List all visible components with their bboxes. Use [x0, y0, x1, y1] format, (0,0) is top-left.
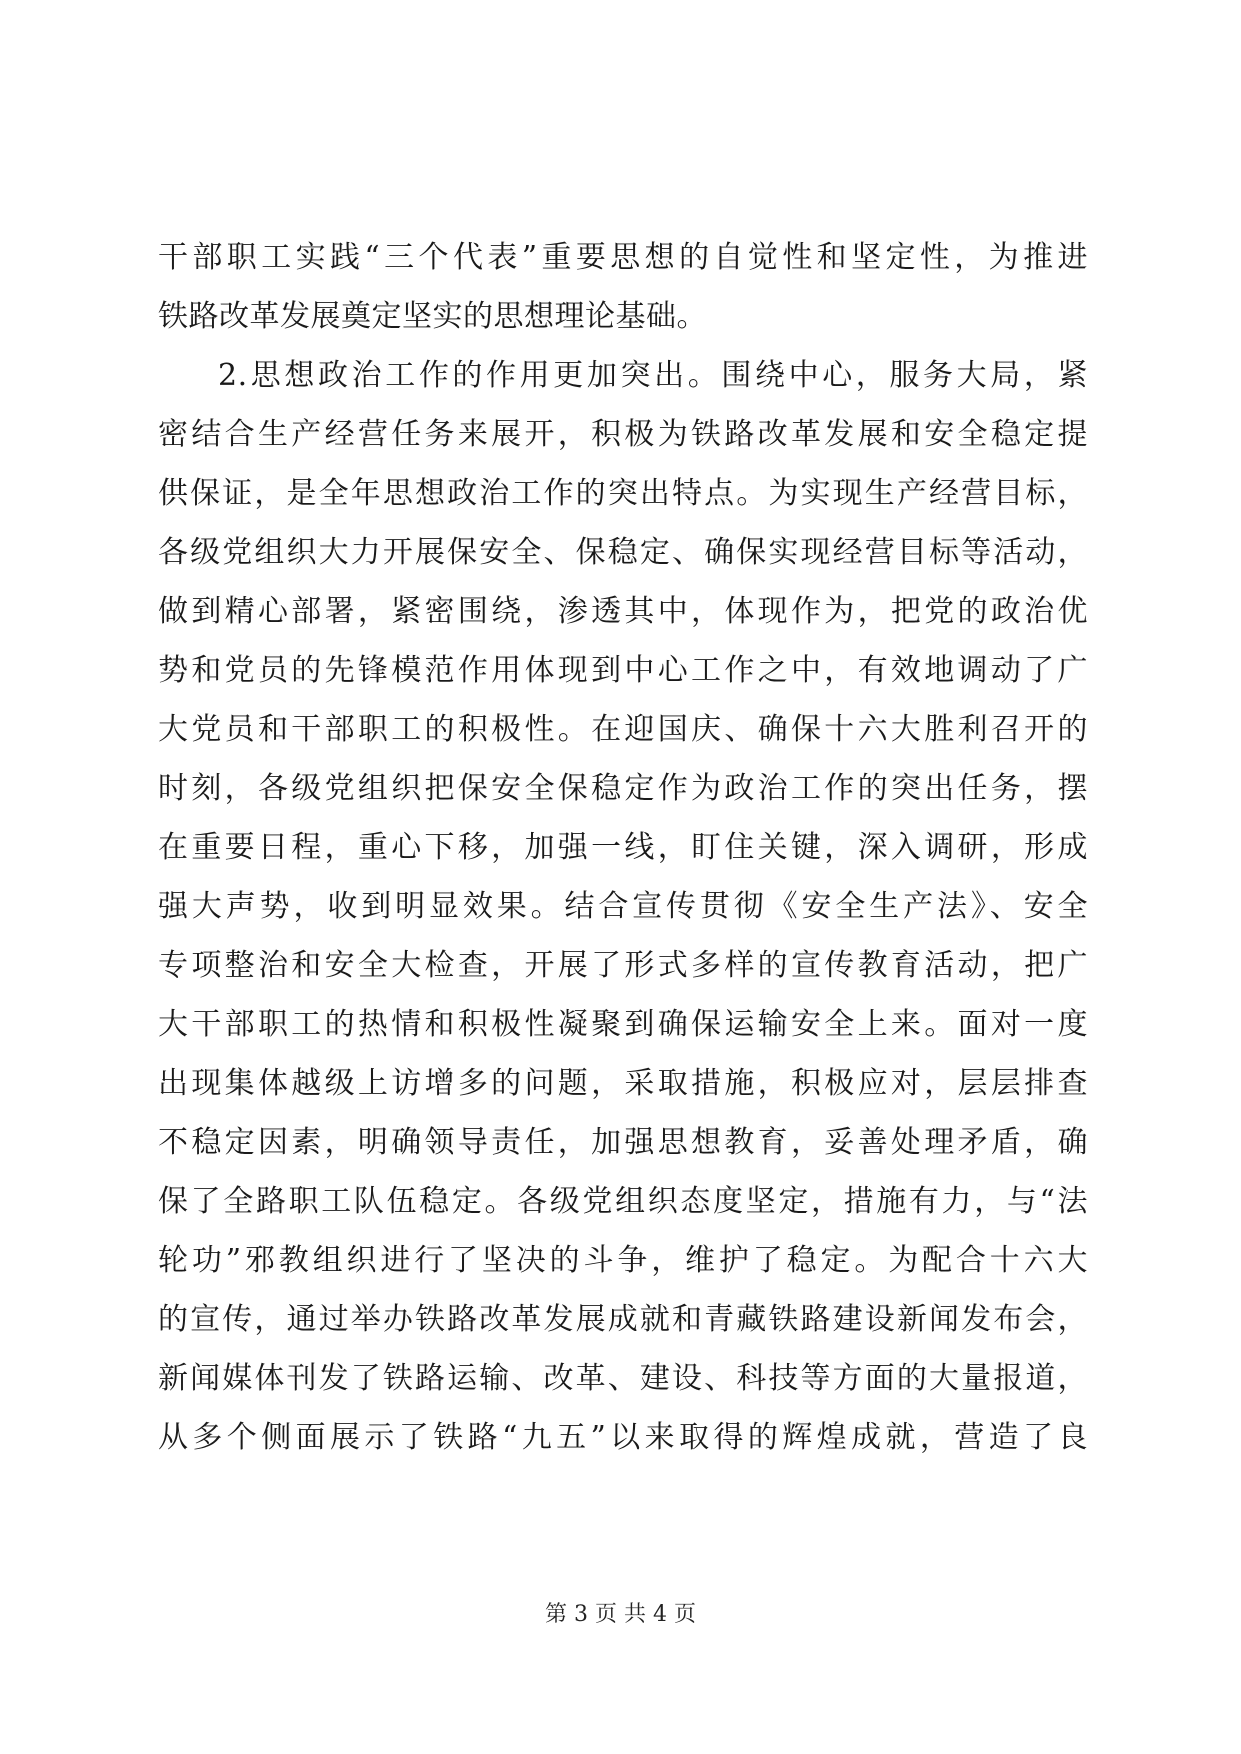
paragraph-1	[158, 228, 1088, 346]
text-line: 不稳定因素，明确领导责任，加强思想教育，妥善处理矛盾，确	[158, 1125, 1088, 1160]
text-line: 2.思想政治工作的作用更加突出。围绕中心，服务大局，紧	[218, 358, 1088, 393]
text-line: 干部职工实践“三个代表”重要思想的自觉性和坚定性，为推进	[158, 240, 1088, 275]
text-line: 各级党组织大力开展保安全、保稳定、确保实现经营目标等活动，	[158, 535, 1088, 570]
document-body	[158, 228, 1088, 1467]
text-line: 大干部职工的热情和积极性凝聚到确保运输安全上来。面对一度	[158, 1007, 1088, 1042]
page-number-footer: 第 3 页 共 4 页	[545, 1602, 696, 1627]
text-line: 轮功”邪教组织进行了坚决的斗争，维护了稳定。为配合十六大	[158, 1243, 1088, 1278]
text-line: 强大声势，收到明显效果。结合宣传贯彻《安全生产法》、安全	[158, 889, 1088, 924]
text-line: 出现集体越级上访增多的问题，采取措施，积极应对，层层排查	[158, 1066, 1088, 1101]
text-line: 密结合生产经营任务来展开，积极为铁路改革发展和安全稳定提	[158, 417, 1088, 452]
text-line: 的宣传，通过举办铁路改革发展成就和青藏铁路建设新闻发布会，	[158, 1302, 1088, 1337]
text-line: 在重要日程，重心下移，加强一线，盯住关键，深入调研，形成	[158, 830, 1088, 865]
text-line: 保了全路职工队伍稳定。各级党组织态度坚定，措施有力，与“法	[158, 1184, 1088, 1219]
text-line: 时刻，各级党组织把保安全保稳定作为政治工作的突出任务，摆	[158, 771, 1088, 806]
text-line: 供保证，是全年思想政治工作的突出特点。为实现生产经营目标，	[158, 476, 1088, 511]
text-line: 从多个侧面展示了铁路“九五”以来取得的辉煌成就，营造了良	[158, 1420, 1088, 1455]
text-line: 专项整治和安全大检查，开展了形式多样的宣传教育活动，把广	[158, 948, 1088, 983]
text-line: 铁路改革发展奠定坚实的思想理论基础。	[158, 299, 707, 334]
text-line: 做到精心部署，紧密围绕，渗透其中，体现作为，把党的政治优	[158, 594, 1088, 629]
text-line: 新闻媒体刊发了铁路运输、改革、建设、科技等方面的大量报道，	[158, 1361, 1088, 1396]
text-line: 大党员和干部职工的积极性。在迎国庆、确保十六大胜利召开的	[158, 712, 1088, 747]
paragraph-2	[158, 346, 1088, 1467]
text-line: 势和党员的先锋模范作用体现到中心工作之中，有效地调动了广	[158, 653, 1088, 688]
